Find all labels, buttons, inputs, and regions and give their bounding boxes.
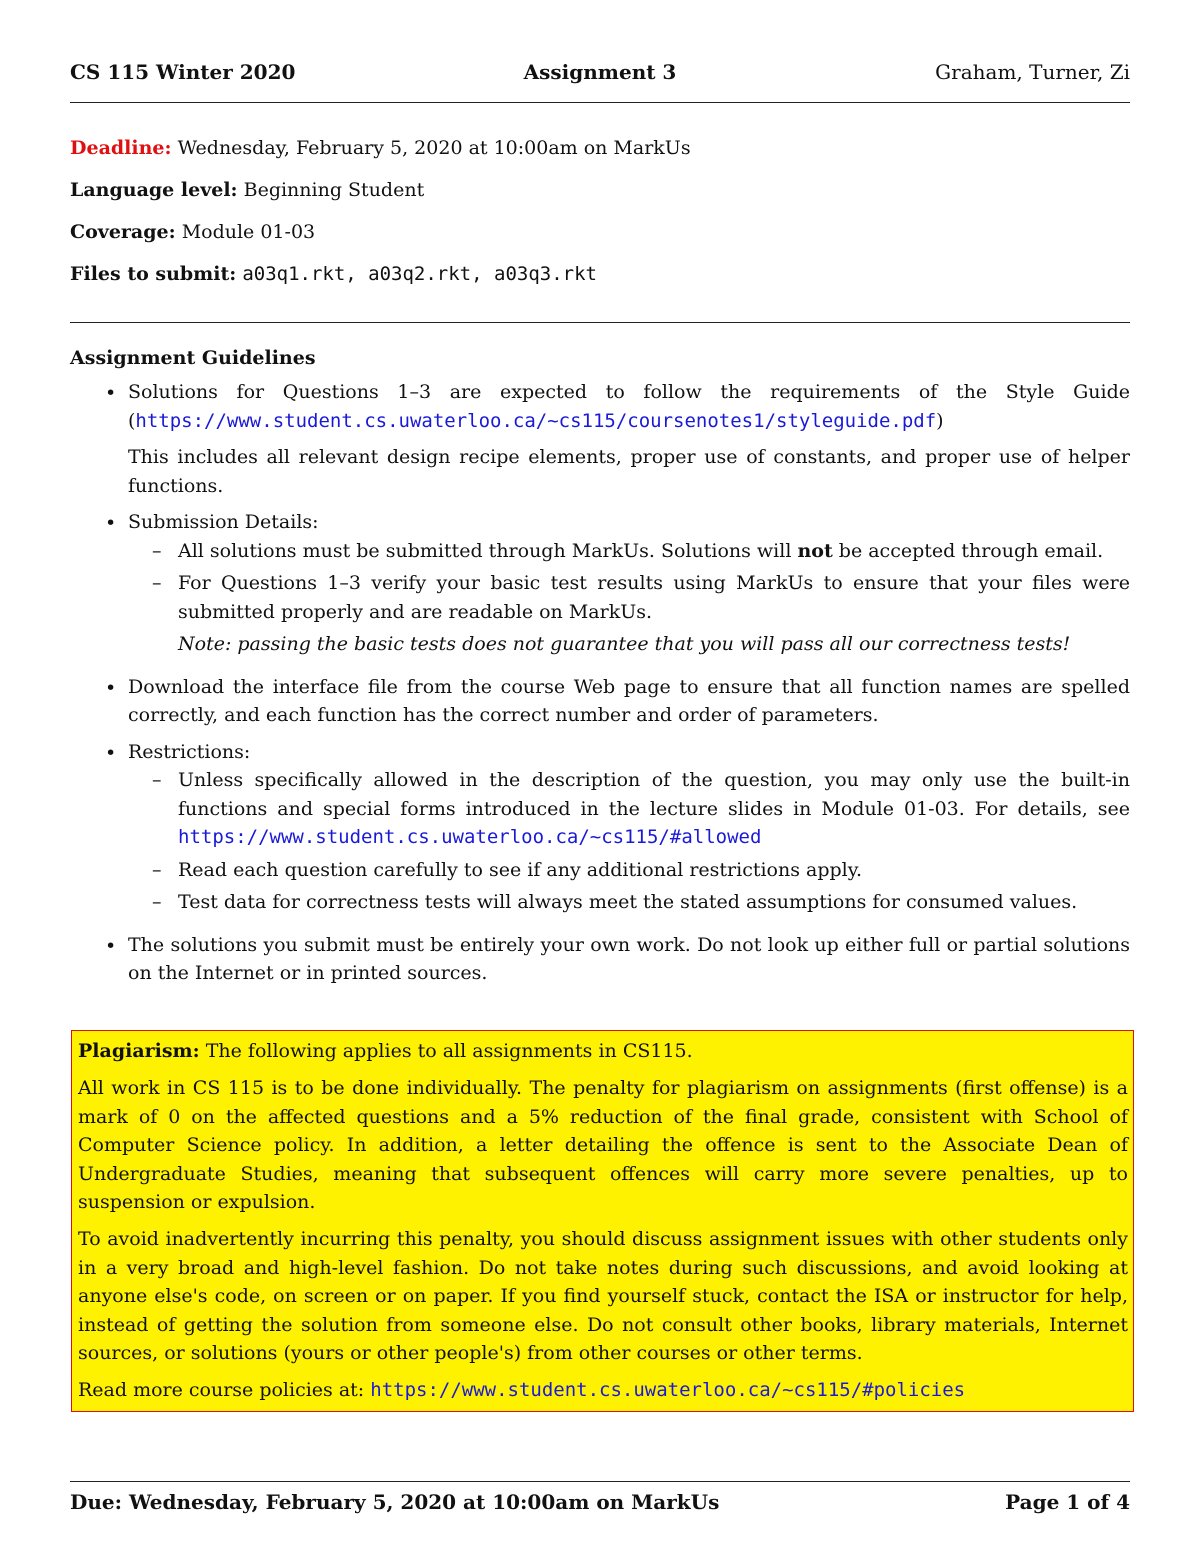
files-line [70,263,597,285]
restrictions-label: Restrictions: [128,740,251,763]
dash: – [152,769,162,791]
plagiarism-intro-text: The following applies to all assignments in CS115. [205,1040,693,1062]
list-item [128,569,1130,659]
bullet: • [105,512,117,534]
style-includes: This includes all relevant design recipe elements, proper use of constants, and proper use of helper functions. [128,446,1130,497]
dash: – [152,539,162,562]
bullet: • [105,382,117,404]
assignment-title: Assignment 3 [523,60,677,84]
footer-due: Due: Wednesday, February 5, 2020 at 10:00am on MarkUs [70,1490,720,1514]
footer-rule [70,1481,1130,1482]
list-item [70,508,1130,659]
submission-text: All solutions must be submitted through MarkUs. Solutions will [178,539,792,562]
files-value: a03q1.rkt, a03q2.rkt, a03q3.rkt [242,263,597,285]
guidelines-heading: Assignment Guidelines [70,347,316,369]
restriction-text: Read each question carefully to see if any additional restrictions apply. [178,858,862,881]
restriction-text: Test data for correctness tests will always meet the stated assumptions for consumed values. [178,891,1078,913]
style-guide-link[interactable]: https://www.student.cs.uwaterloo.ca/~cs115/coursenotes1/styleguide.pdf [135,409,937,432]
plagiarism-policy: All work in CS 115 is to be done individually. The penalty for plagiarism on assignments (first offense) is a mark of 0 on the affected questions and a 5% reduction of the final grade, consistent with School of Computer Science policy. In addition, a letter detailing the offence is sent to the Associate Dean of Undergraduate Studies, meaning that subsequent offences will carry more severe penalties, up to suspension or expulsion. [78,1077,1128,1214]
paren-open: ( [128,409,136,432]
plagiarism-intro [78,1037,1128,1065]
guidelines-list [70,378,1130,988]
submission-label: Submission Details: [128,511,319,533]
own-work-text: The solutions you submit must be entirely your own work. Do not look up either full or partial solutions on the Internet or in printed sources. [128,933,1130,984]
dash: – [152,572,162,594]
coverage-label: Coverage: [70,221,176,243]
policies-label: Read more course policies at: [78,1379,365,1402]
language-value: Beginning Student [243,179,425,201]
list-item [70,378,1130,500]
policies-link[interactable]: https://www.student.cs.uwaterloo.ca/~cs115/#policies [370,1379,966,1402]
allowed-link[interactable]: https://www.student.cs.uwaterloo.ca/~cs115/#allowed [178,826,762,848]
page-number: Page 1 of 4 [1005,1490,1130,1514]
restrictions-list [70,766,1130,917]
submission-verify-text: For Questions 1–3 verify your basic test results using MarkUs to ensure that your files were submitted properly and are readable on MarkUs. [178,572,1130,623]
restriction-text: Unless specifically allowed in the description of the question, you may only use the built-in functions and special forms introduced in the lecture slides in Module 01-03. For details, see [178,769,1130,820]
page-header [70,60,1130,90]
coverage-value: Module 01-03 [181,221,316,243]
list-item [128,888,1130,917]
dash: – [152,858,162,881]
list-item [70,931,1130,988]
bullet: • [105,934,117,957]
submission-note: Note: passing the basic tests does not guarantee that you will pass all our correctness tests! [178,633,1071,655]
list-item [70,673,1130,730]
deadline-value: Wednesday, February 5, 2020 at 10:00am on MarkUs [177,137,691,159]
bullet: • [105,676,117,699]
paren-close: ) [936,409,944,432]
deadline-line [70,137,691,159]
plagiarism-advice: To avoid inadvertently incurring this penalty, you should discuss assignment issues with other students only in a very broad and high-level fashion. Do not take notes during such discussions, and avoid looking at anyone else's code, on screen or on paper. If you find yourself stuck, contact the ISA or instructor for help, instead of getting the solution from someone else. Do not consult other books, library materials, Internet sources, or solutions (yours or other people's) from other courses or other terms. [78,1228,1128,1365]
assignment-guidelines [70,344,1130,996]
list-item [128,856,1130,885]
authors: Graham, Turner, Zi [935,60,1130,84]
style-guide-text: Solutions for Questions 1–3 are expected to follow the requirements of the Style Guide [128,381,1130,403]
list-item [128,766,1130,852]
page-footer [70,1490,1130,1514]
dash: – [152,891,162,913]
language-label: Language level: [70,179,238,201]
submission-text-end: be accepted through email. [838,539,1104,562]
plagiarism-label: Plagiarism: [78,1040,200,1062]
bullet: • [105,741,117,764]
policies-line [78,1376,1128,1404]
plagiarism-box [71,1030,1134,1412]
submission-list [70,537,1130,659]
deadline-label: Deadline: [70,137,172,159]
list-item [70,738,1130,917]
files-label: Files to submit: [70,263,237,285]
download-text: Download the interface file from the course Web page to ensure that all function names are spelled correctly, and each function has the correct number and order of parameters. [128,675,1130,726]
meta-rule [70,322,1130,323]
header-rule [70,102,1130,103]
coverage-line [70,221,315,243]
course-name: CS 115 Winter 2020 [70,60,296,84]
list-item [128,537,1130,566]
submission-emphasis: not [797,539,833,562]
language-line [70,179,424,201]
